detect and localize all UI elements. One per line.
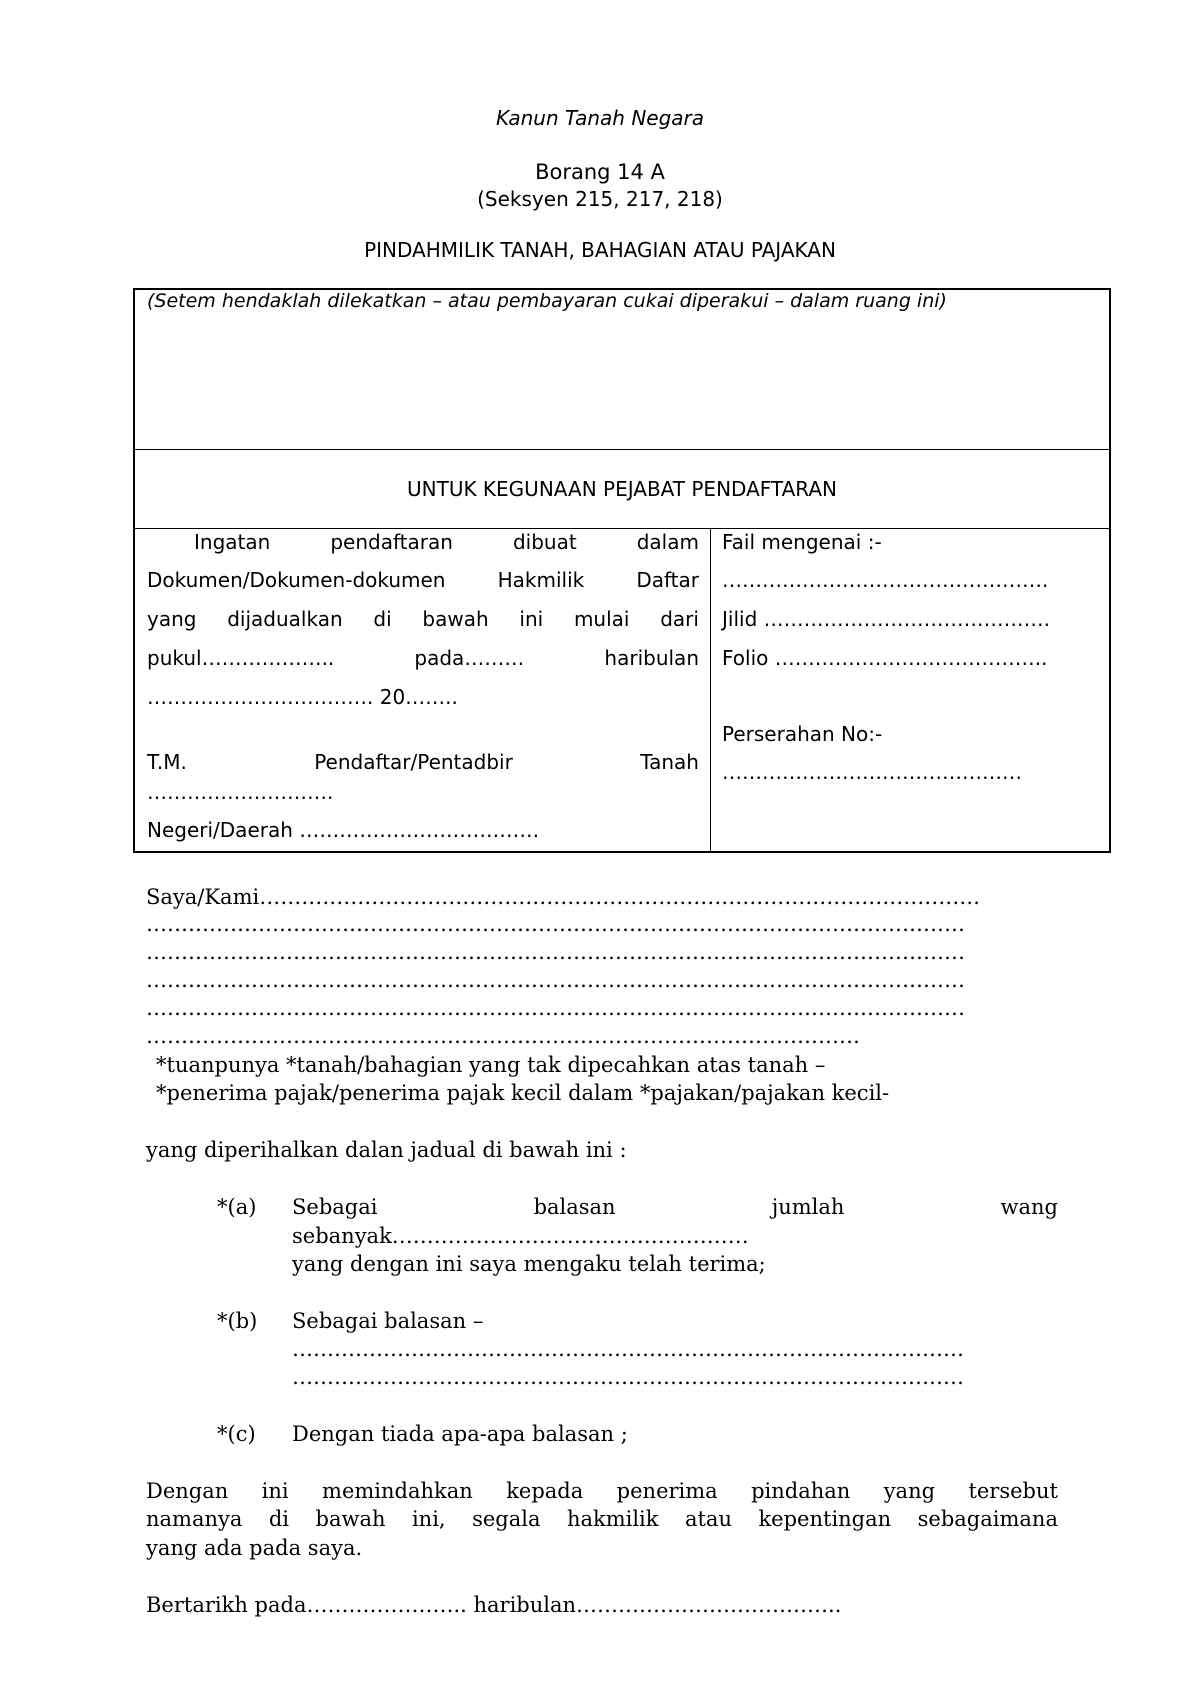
registrar-line: T.M. Pendaftar/Pentadbir Tanah [147,750,699,774]
volume-line: Jilid ……………………………………. [722,607,1050,631]
state-district-line: Negeri/Daerah ……………………………… [147,818,540,842]
presentation-value: ……………………………………… [722,760,1022,784]
transfer-line-1: Dengan ini memindahkan kepada penerima pindahan yang tersebut [146,1479,1058,1503]
memo-line-4: pukul……………….. pada……… haribulan [147,646,699,670]
blank-line: ……………………………………………………………………………………………………… [146,996,965,1020]
stamp-note: (Setem hendaklah dilekatkan – atau pembayaran cukai diperakui – dalam ruang ini) [147,290,947,312]
memo-line-3: yang dijadualkan di bawah ini mulai dari [147,607,699,631]
option-b-line-3: …………………………………………………………………………………… [292,1365,964,1389]
option-a-line-3: yang dengan ini saya mengaku telah terima; [292,1252,766,1276]
blank-line: ………………………………………………………………………………………… [146,1024,860,1048]
act-name: Kanun Tanah Negara [495,106,705,130]
registrar-signature: ………………………. [147,780,334,804]
file-label: Fail mengenai :- [722,530,882,554]
memo-line-2: Dokumen/Dokumen-dokumen Hakmilik Daftar [147,568,699,592]
dated-line: Bertarikh pada………………….. haribulan……………………………….. [146,1593,842,1617]
option-a-label: *(a) [217,1195,257,1219]
option-a-line-2: sebanyak…………………………………………… [292,1224,749,1248]
schedule-line: yang diperihalkan dalan jadual di bawah ini : [146,1138,627,1162]
office-use-title: UNTUK KEGUNAAN PEJABAT PENDAFTARAN [407,477,837,501]
form-number: Borang 14 A [535,160,665,184]
box-divider [135,528,1109,529]
transfer-line-2: namanya di bawah ini, segala hakmilik atau kepentingan sebagaimana [146,1507,1058,1531]
blank-line: ……………………………………………………………………………………………………… [146,912,965,936]
file-value: …………………………………………. [722,568,1049,592]
option-b-label: *(b) [217,1309,258,1333]
form-title: PINDAHMILIK TANAH, BAHAGIAN ATAU PAJAKAN [364,238,836,262]
presentation-label: Perserahan No:- [722,722,883,746]
blank-line: ……………………………………………………………………………………………………… [146,940,965,964]
column-divider [710,529,711,851]
blank-line: ……………………………………………………………………………………………………… [146,968,965,992]
owner-type-line-1: *tuanpunya *tanah/bahagian yang tak dipecahkan atas tanah – [156,1053,826,1077]
option-b-line-1: Sebagai balasan – [292,1309,484,1333]
form-sections: (Seksyen 215, 217, 218) [477,187,723,211]
option-c-line-1: Dengan tiada apa-apa balasan ; [292,1422,628,1446]
transferor-line: Saya/Kami…………………………………………………………………………………………. [146,885,980,909]
box-divider [135,449,1109,450]
registration-box [133,288,1111,853]
transfer-line-3: yang ada pada saya. [146,1536,363,1560]
option-a-line-1: Sebagai balasan jumlah wang [292,1195,1058,1219]
memo-line-5: ……………………………. 20…….. [147,685,458,709]
owner-type-line-2: *penerima pajak/penerima pajak kecil dalam *pajakan/pajakan kecil- [156,1081,890,1105]
option-b-line-2: …………………………………………………………………………………… [292,1337,964,1361]
memo-line-1: Ingatan pendaftaran dibuat dalam [194,530,699,554]
folio-line: Folio ………………………………….. [722,646,1048,670]
option-c-label: *(c) [217,1422,256,1446]
